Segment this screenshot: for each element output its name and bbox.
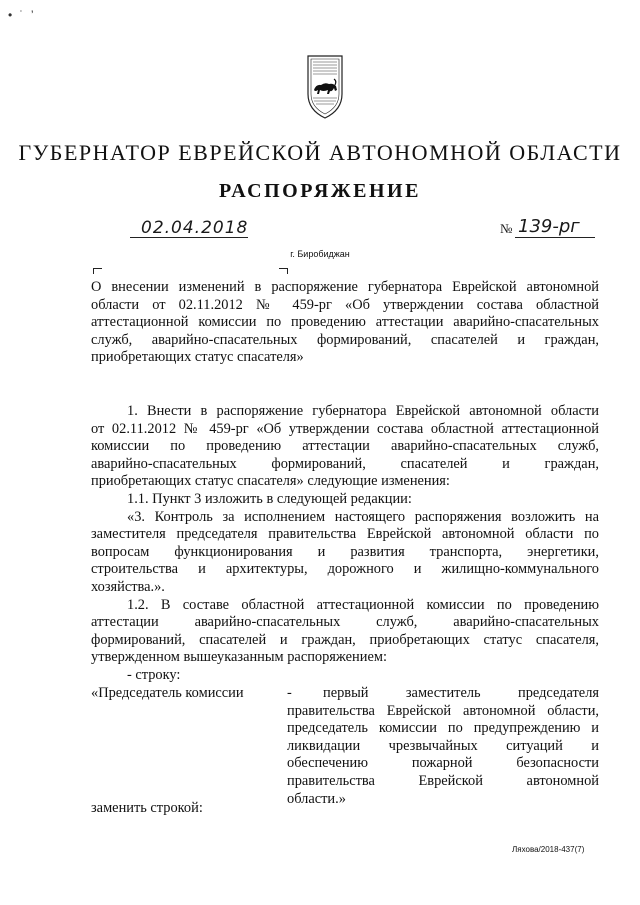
document-type: РАСПОРЯЖЕНИЕ bbox=[219, 180, 421, 202]
subject-line: области от 02.11.2012 № 459-рг «Об утверждении состава областной bbox=[91, 296, 599, 313]
description-line: обеспечению пожарной безопасности bbox=[287, 755, 599, 772]
description-line: области.» bbox=[287, 790, 346, 807]
row-dash: - bbox=[287, 685, 292, 701]
description-line: ликвидации чрезвычайных ситуаций и bbox=[287, 737, 599, 754]
description-line: первый заместитель председателя bbox=[323, 685, 599, 701]
body-line: - строку: bbox=[127, 666, 181, 683]
description-line: председатель комиссии по предупреждению и bbox=[287, 720, 599, 737]
row-description bbox=[287, 685, 599, 808]
body-line: аварийно-спасательных формирований, спасателей и граждан, bbox=[91, 455, 599, 472]
body-line: формирований, спасателей и граждан, приобретающих статус спасателя, bbox=[91, 631, 599, 648]
body-line: от 02.11.2012 № 459-рг «Об утверждении состава областной аттестационной bbox=[91, 420, 599, 437]
description-line: правительства Еврейской автономной bbox=[287, 772, 599, 789]
description-line: правительства Еврейской автономной области, bbox=[287, 702, 599, 719]
number-underline bbox=[515, 237, 595, 238]
body-line: заместителя председателя правительства Еврейской автономной области по bbox=[91, 526, 599, 543]
city-name: г. Биробиджан bbox=[290, 249, 350, 259]
subject-block bbox=[91, 279, 599, 367]
scan-marks: • ˙ ’ bbox=[8, 8, 36, 22]
replace-line: заменить строкой: bbox=[91, 800, 203, 816]
body-line: хозяйства.». bbox=[91, 578, 165, 595]
document-number: 139-рг bbox=[518, 216, 580, 237]
subject-line: аттестационной комиссии по проведению аттестации аварийно-спасательных bbox=[91, 314, 599, 331]
date-underline bbox=[130, 237, 248, 238]
governor-title: ГУБЕРНАТОР ЕВРЕЙСКОЙ АВТОНОМНОЙ ОБЛАСТИ bbox=[18, 140, 622, 165]
body-line: утвержденном вышеуказанным распоряжением: bbox=[91, 649, 387, 666]
subject-line: приобретающих статус спасателя» bbox=[91, 349, 304, 366]
document-date: 02.04.2018 bbox=[141, 218, 249, 238]
subject-line: О внесении изменений в распоряжение губернатора Еврейской автономной bbox=[91, 279, 599, 295]
subject-corner-left bbox=[93, 268, 102, 274]
coat-of-arms-emblem bbox=[304, 54, 346, 120]
body-line: приобретающих статус спасателя» следующие изменения: bbox=[91, 473, 450, 490]
number-sign: № bbox=[500, 221, 513, 236]
body-line: строительства и архитектуры, дорожного и жилищно-коммунального bbox=[91, 561, 599, 578]
subject-line: служб, аварийно-спасательных формирований, спасателей и граждан, bbox=[91, 331, 599, 348]
body-line: «3. Контроль за исполнением настоящего распоряжения возложить на bbox=[127, 508, 599, 525]
footer-reference: Ляхова/2018-437(7) bbox=[512, 845, 585, 854]
body-line: аттестации аварийно-спасательных служб, аварийно-спасательных bbox=[91, 614, 599, 631]
body-line: 1. Внести в распоряжение губернатора Еврейской автономной области bbox=[127, 403, 599, 419]
row-position: «Председатель комиссии bbox=[91, 685, 244, 701]
subject-corner-right bbox=[279, 268, 288, 274]
body-line: 1.2. В составе областной аттестационной комиссии по проведению bbox=[127, 596, 599, 613]
body-line: вопросам функционирования и развития транспорта, энергетики, bbox=[91, 543, 599, 560]
body-line: 1.1. Пункт 3 изложить в следующей редакции: bbox=[127, 490, 412, 507]
body-line: комиссии по проведению аттестации аварийно-спасательных служб, bbox=[91, 438, 599, 455]
body-text bbox=[91, 403, 599, 685]
